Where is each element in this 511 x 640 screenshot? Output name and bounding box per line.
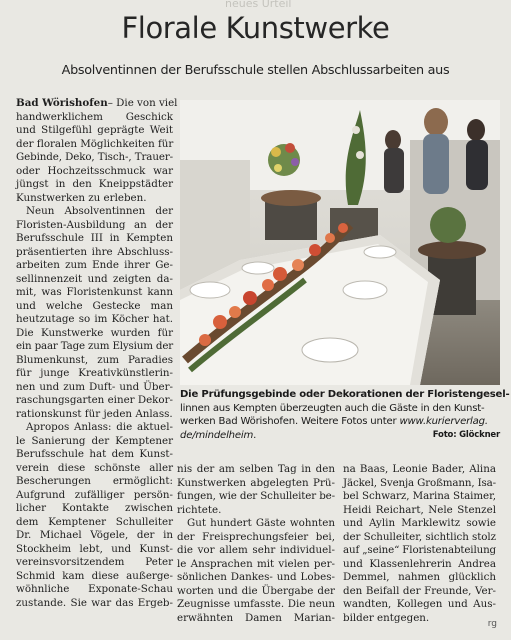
text-line: Aufgrund zufälliger persön- [16,488,173,501]
text-line: oder Hochzeitsschmuck war [16,164,173,177]
text-line: rationskunst für jeden Anlass. [16,407,173,420]
text-line: wöhnliche Exponate-Schau [16,583,173,595]
text-line: auf „seine“ Floristenabteilung [343,544,496,556]
photo-caption [180,388,510,442]
caption-url[interactable]: de/mindelheim [180,429,254,441]
text-line: sönlichen Dankes- und Lobes- [177,571,335,583]
text-line: die vor allem sehr individuel- [177,544,335,556]
text-line: Jäckel, Svenja Großmann, Isa- [343,476,496,489]
article-headline: Florale Kunstwerke [121,11,390,45]
text-line: fungen, wie der Schulleiter be- [177,490,335,502]
text-line: präsentierten ihre Abschluss- [16,245,173,258]
text-line: raschungsgarten einer Dekor- [16,394,173,406]
caption-line: linnen aus Kempten überzeugten auch die Gäste in den Kunst- [180,402,485,414]
text-line: den Beifall der Freunde, Ver- [343,584,496,597]
text-line: ein paar Tage zum Elysium der [16,340,173,352]
text-line: nis der am selben Tag in den [177,463,335,475]
text-line: Apropos Anlass: die aktuel- [26,421,173,433]
text-line: le Sanierung der Kemptener [16,434,173,447]
text-line: und Stilgefühl geprägte Weit [16,124,173,136]
text-line: der floralen Möglichkeiten für [16,137,174,150]
text-line: der Schulleiter, sichtlich stolz [343,530,496,543]
text-line: Stockheim lebt, und Kunst- [16,542,173,555]
previous-article-text: neues Urteil [225,0,292,10]
text-line: Die Kunstwerke wurden für [16,326,173,339]
text-line: zustande. Sie war das Ergeb- [16,596,173,609]
text-line: für junge Kreativkünstlerin- [16,367,173,379]
text-line: nen und zum Duft- und Über- [16,380,173,393]
text-line: heutzutage so im Köcher hat. [16,313,173,325]
author-signature: rg [487,619,497,629]
text-line: Schmid kam diese außerge- [16,569,173,582]
text-line: Gebinde, Deko, Tisch-, Trauer- [16,151,173,163]
text-line: bilder entgegen. [343,611,430,624]
text-line: vereinsvorsitzendem Peter [16,556,173,568]
article-photo [180,100,500,385]
text-line: Neun Absolventinnen der [26,205,173,217]
text-line: Blumenkunst, zum Paradies [16,353,173,366]
text-line: Heidi Reichart, Nele Stenzel [343,503,496,516]
text-line: und welche Gestecke man [16,299,173,312]
text-line: Zeugnisse umfasste. Die neun [177,598,335,610]
text-line: Dr. Michael Vögele, der in [16,529,173,541]
text-line: – Die von viel [107,97,178,109]
text-line: licher Kontakte zwischen [16,502,173,514]
text-line: Demmel, nahmen glücklich [343,571,496,583]
text-line: jüngst in den Kneippstädter [16,178,173,190]
text-line: Gut hundert Gäste wohnten [187,517,335,529]
text-line: der Freisprechungsfeier bei, [177,530,335,543]
text-line: Berufsschule III in Kempten [16,232,173,244]
text-line: Bescherungen ermöglicht: [16,475,173,487]
text-line: sellinnenzeit und zeigten da- [16,272,173,285]
text-line: arbeiten zum Ende ihrer Ge- [16,259,173,271]
text-line: Kunstwerken zu erleben. [16,191,147,204]
dateline-place: Bad Wörishofen [16,97,108,109]
text-line: na Baas, Leonie Bader, Alina [343,463,496,475]
text-line: Floristen-Ausbildung an der [16,218,173,231]
text-line: dem Kemptener Schulleiter [16,515,173,528]
flower-exhibition-photo [180,100,500,385]
text-line: verein diese schönste aller [16,461,173,474]
caption-line: Die Prüfungsgebinde oder Dekorationen der Floristengesel- [180,389,510,400]
text-line: mit, was Floristenkunst kann [16,286,173,298]
text-line: wandten, Kollegen und Aus- [343,598,496,610]
text-line: handwerklichem Geschick [16,110,173,123]
text-line: worten und die Übergabe der [177,584,335,597]
caption-line: werken Bad Wörishofen. Weitere Fotos unter www.kurierverlag. [180,416,488,427]
photo-credit: Foto: Glöckner [432,429,500,440]
text-line: erwähnten Damen Marian- [177,611,335,624]
text-line: bel Schwarz, Marina Staimer, [343,490,496,502]
caption-line: de/mindelheim. Foto: Glöckner [180,429,500,441]
text-line: le Ansprachen mit vielen per- [177,557,335,570]
article-subheadline: Absolventinnen der Berufsschule stellen Abschlussarbeiten aus [61,63,450,78]
article-column-3 [343,463,496,625]
text-line: Berufsschule hat dem Kunst- [16,448,173,460]
caption-url[interactable]: www.kurierverlag. [399,416,488,427]
article-column-1 [16,97,178,610]
article-column-2 [177,463,335,625]
text-line: und Aylin Marklewitz sowie [343,517,496,529]
text-line: und Klassenlehrerin Andrea [343,557,496,570]
text-line: richtete. [177,503,222,516]
text-line: Kunstwerken abgelegten Prü- [177,476,335,489]
